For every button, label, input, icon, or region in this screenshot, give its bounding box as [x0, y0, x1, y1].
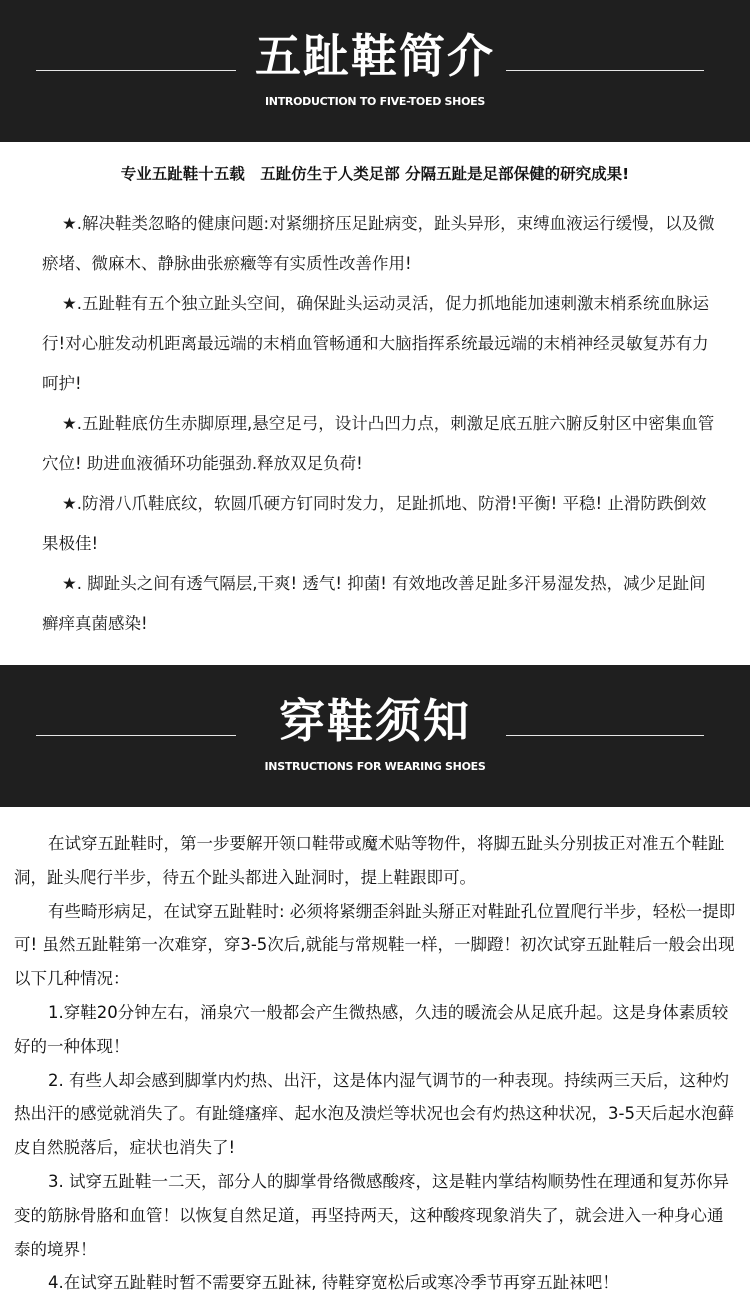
instructions-banner: [0, 665, 750, 807]
instructions-paragraph: 1.穿鞋20分钟左右，涌泉穴一般都会产生微热感，久违的暖流会从足底升起。这是身体素质较好的一种体现！: [14, 1002, 729, 1056]
banner-divider-right: [506, 70, 704, 71]
instructions-paragraph: 3. 试穿五趾鞋一二天，部分人的脚掌骨络微感酸疼，这是鞋内掌结构顺势性在理通和复苏你异变的筋脉骨胳和血管！以恢复自然足道，再坚持两天，这种酸疼现象消失了，就会进入一种身心通泰的境界！: [14, 1171, 729, 1259]
instructions-paragraph: 有些畸形病足，在试穿五趾鞋时: 必须将紧绷歪斜趾头掰正对鞋趾孔位置爬行半步，轻松一提即可! 虽然五趾鞋第一次难穿，穿3-5次后,就能与常规鞋一样，一脚蹬！初次试穿五趾鞋后一般会出现以下几种情况：: [14, 901, 736, 989]
intro-banner: [0, 0, 750, 142]
intro-subtitle: INTRODUCTION TO FIVE-TOED SHOES: [265, 95, 485, 108]
intro-paragraph: ★. 脚趾头之间有透气隔层,干爽! 透气! 抑菌! 有效地改善足趾多汗易湿发热，减少足趾间癣痒真菌感染!: [42, 574, 706, 633]
instructions-body: [14, 827, 736, 1300]
instructions-paragraph: 4.在试穿五趾鞋时暂不需要穿五趾袜, 待鞋穿宽松后或寒冷季节再穿五趾袜吧！: [48, 1273, 619, 1293]
instructions-paragraph: 在试穿五趾鞋时，第一步要解开领口鞋带或魔术贴等物件，将脚五趾头分别拔正对准五个鞋趾洞，趾头爬行半步，待五个趾头都进入趾洞时，提上鞋跟即可。: [14, 834, 725, 887]
intro-headline: 专业五趾鞋十五载 五趾仿生于人类足部 分隔五趾是足部保健的研究成果!: [120, 165, 630, 183]
intro-title: 五趾鞋简介: [255, 29, 495, 83]
instructions-title: 穿鞋须知: [279, 694, 471, 748]
intro-paragraph: ★.解决鞋类忽略的健康问题:对紧绷挤压足趾病变，趾头异形，束缚血液运行缓慢，以及微瘀堵、微麻木、静脉曲张瘀癥等有实质性改善作用!: [42, 214, 715, 273]
banner-divider-right: [506, 735, 704, 736]
intro-paragraph: ★.五趾鞋底仿生赤脚原理,悬空足弓，设计凸凹力点，刺激足底五脏六腑反射区中密集血管穴位! 助进血液循环功能强劲.释放双足负荷!: [42, 414, 715, 473]
intro-paragraph: ★.防滑八爪鞋底纹，软圆爪硬方钉同时发力，足趾抓地、防滑!平衡! 平稳! 止滑防跌倒效果极佳!: [42, 494, 707, 553]
instructions-paragraph: 2. 有些人却会感到脚掌内灼热、出汗，这是体内湿气调节的一种表现。持续两三天后，这种灼热出汗的感觉就消失了。有趾缝瘙痒、起水泡及溃烂等状况也会有灼热这种状况，3-5天后起水泡藓皮自然脱落后，症状也消失了!: [14, 1070, 734, 1158]
instructions-subtitle: INSTRUCTIONS FOR WEARING SHOES: [264, 760, 486, 773]
intro-paragraph: ★.五趾鞋有五个独立趾头空间，确保趾头运动灵活，促力抓地能加速刺激末梢系统血脉运行!对心脏发动机距离最远端的末梢血管畅通和大脑指挥系统最远端的末梢神经灵敏复苏有力呵护!: [42, 294, 710, 393]
intro-body: [42, 204, 722, 644]
